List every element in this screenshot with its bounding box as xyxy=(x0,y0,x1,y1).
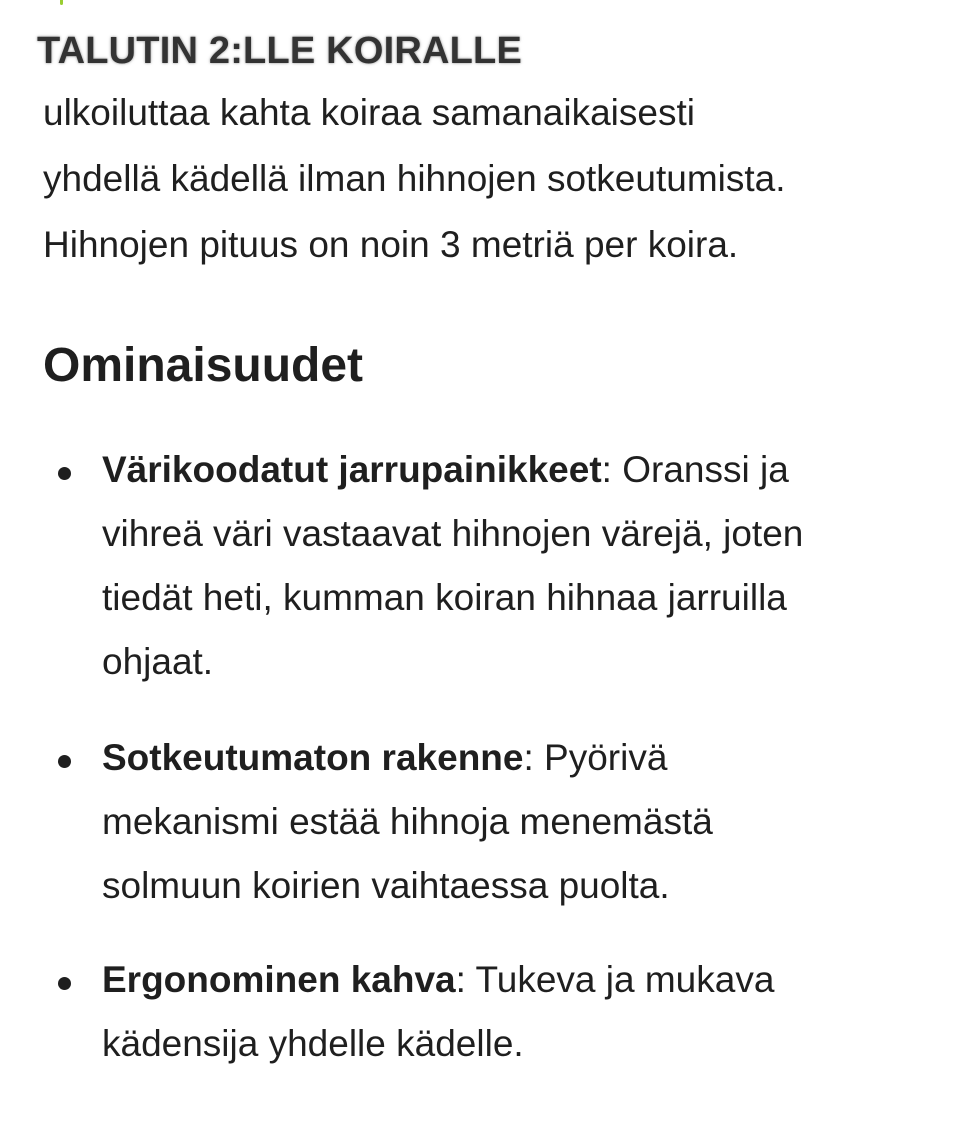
feature-title: Värikoodatut jarrupainikkeet xyxy=(102,449,602,490)
intro-line: Hihnojen pituus on noin 3 metriä per koira. xyxy=(43,224,739,265)
feature-description-line: kädensija yhdelle kädelle. xyxy=(102,1023,524,1064)
feature-description-line: solmuun koirien vaihtaessa puolta. xyxy=(102,865,670,906)
feature-text xyxy=(102,948,932,1076)
feature-description-start: : Tukeva ja mukava xyxy=(455,959,775,1000)
feature-text xyxy=(102,438,932,694)
feature-description-line: ohjaat. xyxy=(102,641,214,682)
bullet-icon xyxy=(58,755,71,768)
feature-description-line: tiedät heti, kumman koiran hihnaa jarruilla xyxy=(102,577,787,618)
feature-first-line xyxy=(102,726,932,790)
banner-title: TALUTIN 2:LLE KOIRALLE xyxy=(37,30,522,72)
intro-paragraph xyxy=(43,80,933,278)
feature-first-line xyxy=(102,948,932,1012)
bullet-icon xyxy=(58,977,71,990)
feature-first-line xyxy=(102,438,932,502)
section-heading: Ominaisuudet xyxy=(43,339,364,392)
intro-line: yhdellä kädellä ilman hihnojen sotkeutumista. xyxy=(43,158,786,199)
feature-description-line: mekanismi estää hihnoja menemästä xyxy=(102,801,713,842)
feature-description-start: : Oranssi ja xyxy=(601,449,789,490)
corner-mark xyxy=(60,0,63,5)
intro-line: ulkoiluttaa kahta koiraa samanaikaisesti xyxy=(43,92,695,133)
feature-title: Sotkeutumaton rakenne xyxy=(102,737,524,778)
feature-description-start: : Pyörivä xyxy=(523,737,668,778)
feature-title: Ergonominen kahva xyxy=(102,959,456,1000)
feature-description-line: vihreä väri vastaavat hihnojen värejä, joten xyxy=(102,513,804,554)
bullet-icon xyxy=(58,467,71,480)
feature-text xyxy=(102,726,932,918)
